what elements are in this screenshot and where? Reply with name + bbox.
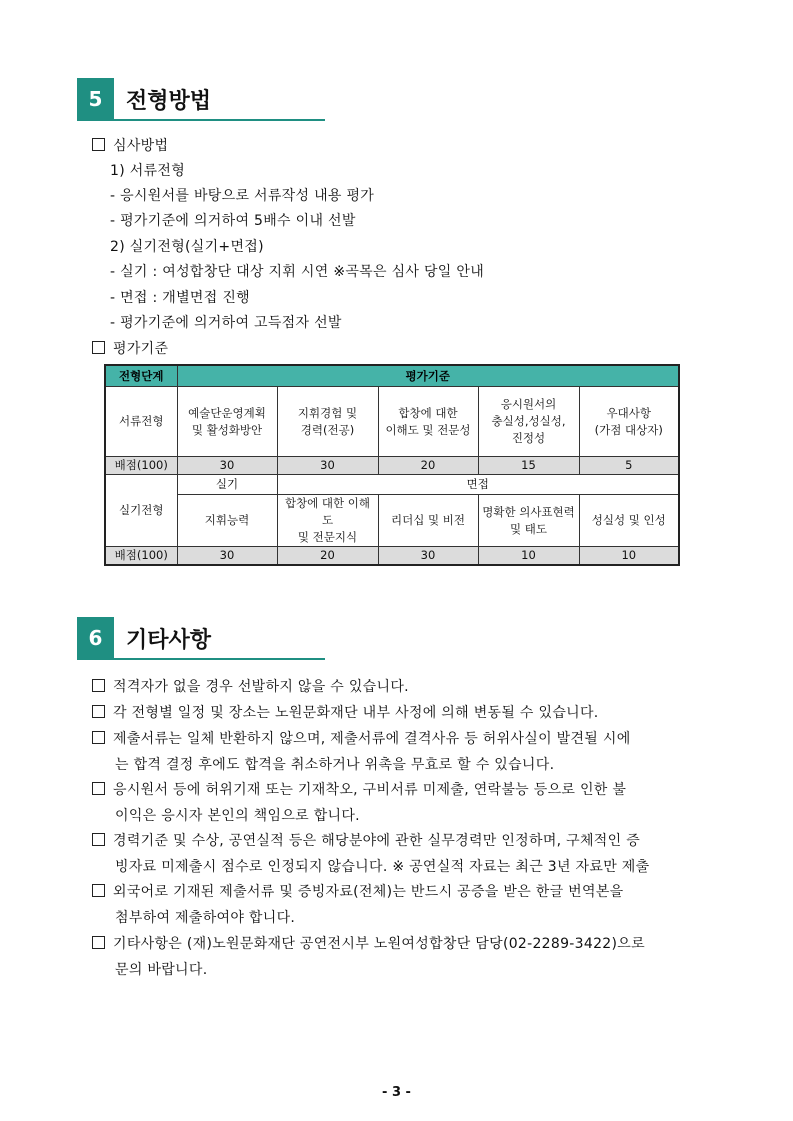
list-item: 응시원서 등에 허위기재 또는 기재착오, 구비서류 미제출, 연락불능 등으로 인한 불 xyxy=(92,779,626,799)
list-item: 각 전형별 일정 및 장소는 노원문화재단 내부 사정에 의해 변동될 수 있습니다. xyxy=(92,702,599,722)
score-cell: 5 xyxy=(579,457,679,475)
text-line: - 응시원서를 바탕으로 서류작성 내용 평가 xyxy=(110,188,375,204)
text-line: - 실기 : 여성합창단 대상 지휘 시연 ※곡목은 심사 당일 안내 xyxy=(110,264,485,280)
criteria-cell: 예술단운영계획 및 활성화방안 xyxy=(177,387,277,457)
list-item: 경력기준 및 수상, 공연실적 등은 해당분야에 관한 실무경력만 인정하며, 구체적인 증 xyxy=(92,830,640,850)
text-line: - 평가기준에 의거하여 5배수 이내 선발 xyxy=(110,213,356,229)
section-title: 전형방법 xyxy=(126,88,212,114)
score-cell: 30 xyxy=(177,457,277,475)
score-cell: 15 xyxy=(478,457,579,475)
score-cell: 10 xyxy=(478,547,579,566)
text-line: 2) 실기전형(실기+면접) xyxy=(110,239,264,255)
page-number: - 3 - xyxy=(382,1085,411,1100)
text-line: - 면접 : 개별면접 진행 xyxy=(110,290,250,306)
checkbox-icon xyxy=(92,936,105,949)
stage-practical: 실기전형 xyxy=(105,475,177,547)
checkbox-icon xyxy=(92,705,105,718)
checkbox-icon xyxy=(92,884,105,897)
text-line: 1) 서류전형 xyxy=(110,163,186,179)
checkbox-icon xyxy=(92,138,105,151)
checkbox-heading: 심사방법 xyxy=(92,135,168,155)
section-6-header xyxy=(77,617,211,659)
section-number: 6 xyxy=(77,617,114,659)
list-item: 적격자가 없을 경우 선발하지 않을 수 있습니다. xyxy=(92,676,409,696)
score-label: 배점(100) xyxy=(105,547,177,566)
checkbox-icon xyxy=(92,731,105,744)
criteria-cell: 우대사항 (가점 대상자) xyxy=(579,387,679,457)
group-interview: 면접 xyxy=(277,475,679,495)
section-divider xyxy=(77,119,325,121)
list-item-continuation: 이익은 응시자 본인의 책임으로 합니다. xyxy=(115,808,360,824)
score-cell: 20 xyxy=(378,457,478,475)
criteria-cell: 리더십 및 비전 xyxy=(378,495,478,547)
score-cell: 20 xyxy=(277,547,378,566)
list-item: 제출서류는 일체 반환하지 않으며, 제출서류에 결격사유 등 허위사실이 발견될 시에 xyxy=(92,728,631,748)
score-cell: 30 xyxy=(378,547,478,566)
section-number: 5 xyxy=(77,78,114,120)
section-5-header xyxy=(77,78,211,120)
list-item-continuation: 빙자료 미제출시 점수로 인정되지 않습니다. ※ 공연실적 자료는 최근 3년 자료만 제출 xyxy=(115,859,650,875)
checkbox-icon xyxy=(92,341,105,354)
criteria-cell: 명확한 의사표현력 및 태도 xyxy=(478,495,579,547)
checkbox-icon xyxy=(92,679,105,692)
group-practical: 실기 xyxy=(177,475,277,495)
criteria-cell: 응시원서의 충실성,성실성, 진정성 xyxy=(478,387,579,457)
section-divider xyxy=(77,658,325,660)
header-stage: 전형단계 xyxy=(105,365,177,387)
score-cell: 10 xyxy=(579,547,679,566)
criteria-cell: 지휘능력 xyxy=(177,495,277,547)
score-cell: 30 xyxy=(177,547,277,566)
criteria-cell: 성실성 및 인성 xyxy=(579,495,679,547)
score-label: 배점(100) xyxy=(105,457,177,475)
checkbox-heading: 평가기준 xyxy=(92,338,168,358)
list-item: 외국어로 기재된 제출서류 및 증빙자료(전체)는 반드시 공증을 받은 한글 번역본을 xyxy=(92,881,623,901)
list-item-continuation: 첨부하여 제출하여야 합니다. xyxy=(115,910,296,926)
checkbox-icon xyxy=(92,833,105,846)
list-item-continuation: 는 합격 결정 후에도 합격을 취소하거나 위촉을 무효로 할 수 있습니다. xyxy=(115,757,555,773)
criteria-cell: 합창에 대한 이해도 및 전문성 xyxy=(378,387,478,457)
criteria-cell: 합창에 대한 이해도 및 전문지식 xyxy=(277,495,378,547)
list-item: 기타사항은 (재)노원문화재단 공연전시부 노원여성합창단 담당(02-2289-3422)으로 xyxy=(92,933,645,953)
criteria-table xyxy=(104,364,680,566)
checkbox-icon xyxy=(92,782,105,795)
criteria-cell: 지휘경험 및 경력(전공) xyxy=(277,387,378,457)
stage-doc: 서류전형 xyxy=(105,387,177,457)
header-criteria: 평가기준 xyxy=(177,365,679,387)
section-title: 기타사항 xyxy=(126,627,212,653)
score-cell: 30 xyxy=(277,457,378,475)
list-item-continuation: 문의 바랍니다. xyxy=(115,962,208,978)
text-line: - 평가기준에 의거하여 고득점자 선발 xyxy=(110,315,342,331)
